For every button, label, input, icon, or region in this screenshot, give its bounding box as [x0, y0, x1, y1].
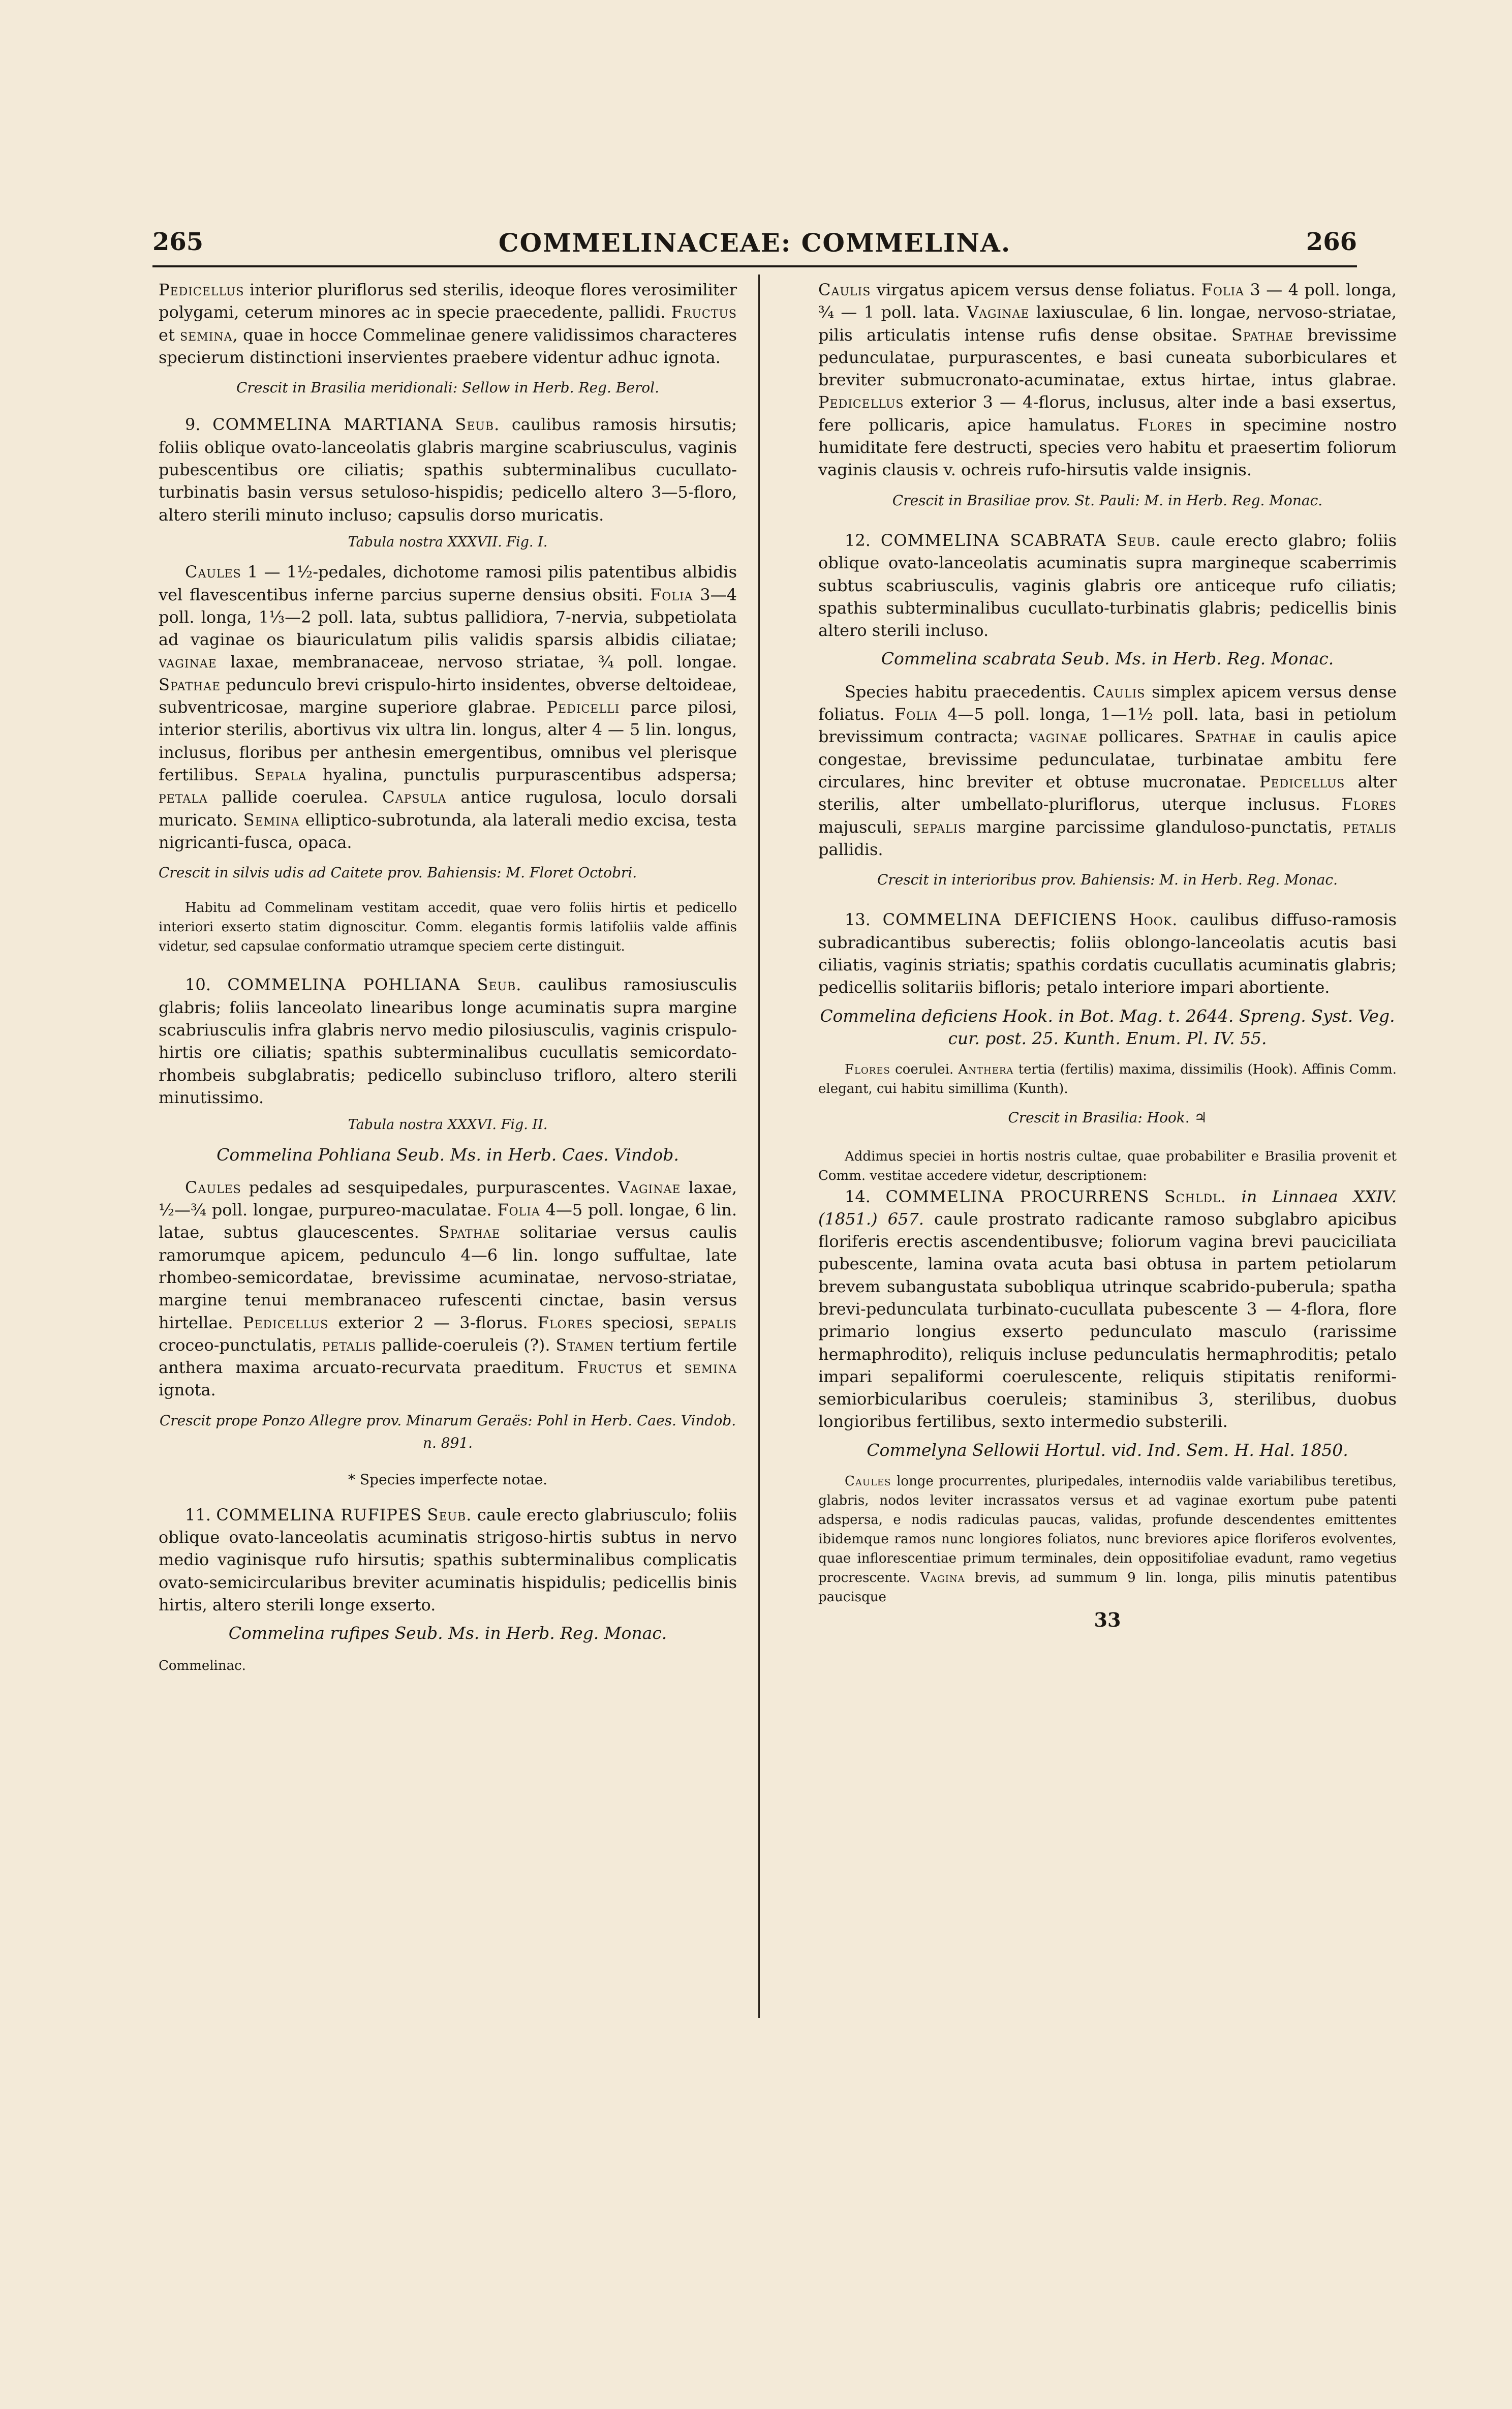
term-label: Anthera	[958, 1062, 1014, 1078]
species-9-tabula: Tabula nostra XXXVII. Fig. I.	[348, 534, 548, 550]
term-label: Semina	[243, 810, 300, 830]
term-label: Spathae	[1231, 325, 1294, 345]
term-text: solitariae versus caulis ramorumque apicem, pedunculo 4—6 lin. longo suffultae, late rhombeo-semicordatae, brevissime acuminatae, nervoso-striatae, margine tenui membranaceo rufescenti cinctae, basin versus hirtellae.	[159, 1223, 737, 1332]
species-14-name: COMMELINA PROCURRENS	[885, 1186, 1150, 1206]
species-12-description	[818, 681, 1397, 861]
term-label: Caulis	[1093, 682, 1146, 702]
term-text: et	[159, 325, 180, 345]
term-text: exterior 2 — 3-florus.	[328, 1313, 538, 1332]
species-14-number: 14.	[845, 1186, 871, 1206]
term-label: Folia	[1201, 280, 1245, 299]
term-label: Caules	[185, 562, 241, 582]
term-text: ignota.	[159, 1380, 216, 1400]
species-10-author: Seub.	[477, 975, 522, 995]
term-label: Vaginae	[967, 302, 1030, 322]
term-text: ellipticо-subrotunda, ala laterali medio excisa, testa nigricanti-fusca, opaca.	[159, 810, 737, 852]
header-rule	[152, 265, 1357, 267]
species-13-note	[818, 1060, 1397, 1099]
intro-paragraph	[159, 279, 737, 369]
species-10-description	[159, 1176, 737, 1401]
term-label: sepalis	[913, 817, 967, 837]
species-12-diagnosis	[818, 529, 1397, 642]
species-10-crescit: Crescit prope Ponzo Allegre prov. Minarum Geraës: Pohl in Herb. Caes. Vindob. n. 891.	[159, 1412, 736, 1452]
species-14-diagnosis	[818, 1185, 1397, 1433]
right-column	[818, 279, 1397, 1631]
species-11-synonym: Commelina rufipes Seub. Ms. in Herb. Reg. Monac.	[228, 1623, 667, 1643]
term-label: Stamen	[556, 1335, 614, 1355]
species-13-author: Hook.	[1129, 910, 1178, 930]
species-10-diagnosis-text: caulibus ramosiusculis glabris; foliis lanceolato linearibus longe acuminatis supra margine scabriusculis infra glabris nervo medio pilosiusculis, vaginis crispulo-hirtis ore ciliatis; spathis subterminalibus cucullatis semicordato-rhombeis subglabratis; pedicello subincluso trifloro, altero sterili minutissimo.	[159, 975, 737, 1107]
running-title: COMMELINACEAE: COMMELINA.	[498, 228, 1011, 258]
column-divider	[758, 275, 760, 2018]
term-text: brevissime pedunculatae, purpurascentes, e basi cuneata suborbiculares et breviter submucronato-acuminatae, extus hirtae, intus glabrae.	[818, 325, 1397, 390]
term-label: Folia	[894, 705, 938, 724]
species-9-name: COMMELINA MARTIANA	[212, 415, 443, 435]
species-12-number: 12.	[845, 530, 871, 550]
species-9-description	[159, 561, 737, 853]
species-11-diagnosis-text: caule erecto glabriusculo; foliis oblique ovato-lanceolatis acuminatis strigoso-hirtis subtus in nervo medio vaginisque rufo hirsutis; spathis subterminalibus complicatis ovato-semicircularibus breviter acuminatis hispidulis; pedicellis binis hirtis, altero sterili longe exserto.	[159, 1505, 737, 1614]
left-column	[159, 279, 737, 1678]
term-text: simplex apicem versus dense foliatus.	[818, 682, 1397, 724]
species-9-author: Seub.	[455, 415, 500, 435]
term-text: in caulis apice congestae, brevissime pedunculatae, turbinatae ambitu fere circulares, hinc breviter et obtuse mucronatae.	[818, 727, 1397, 791]
term-label: Fructus	[577, 1358, 643, 1378]
species-12-diagnosis-text: caule erecto glabro; foliis oblique ovato-lanceolatis acuminatis supra margineque scaberrimis subtus scabriusculis, vaginis glabris ore anticeque rufo ciliatis; spathis subterminalibus cucullato-turbinatis glabris; pedicellis binis altero sterili incluso.	[818, 530, 1397, 641]
term-text: laxae, membranaceae, nervoso striatae, ¾ poll. longae.	[217, 652, 737, 672]
term-label: vaginae	[159, 652, 217, 672]
species-10-synonym: Commelina Pohliana Seub. Ms. in Herb. Caes. Vindob.	[217, 1144, 679, 1165]
term-text: pedales ad sesquipedales, purpurascentes.	[241, 1177, 618, 1197]
term-text: tertium fertile anthera maxima arcuato-recurvata praeditum.	[159, 1335, 737, 1378]
term-text: brevis, ad summum 9 lin. longa, pilis minutis patentibus paucisque	[818, 1570, 1397, 1605]
species-10-tabula: Tabula nostra XXXVI. Fig. II.	[348, 1117, 548, 1133]
species-12-crescit: Crescit in interioribus prov. Bahiensis: M. in Herb. Reg. Monac.	[877, 871, 1338, 889]
addimus-note: Addimus speciei in hortis nostris cultae, quae probabiliter e Brasilia provenit et Comm. vestitae accedere videtur, descriptionem:	[818, 1148, 1397, 1183]
term-text: interior pluriflorus sed sterilis, ideoque flores verosimiliter polygami, ceterum minores ac in specie praecedente, pallidi.	[159, 280, 737, 322]
term-text: virgatus apicem versus dense foliatus.	[871, 280, 1201, 299]
species-12-author: Seub.	[1116, 530, 1161, 550]
species-14-synonym: Commelyna Sellowii Hortul. vid. Ind. Sem. H. Hal. 1850.	[867, 1440, 1348, 1460]
term-label: semina	[180, 325, 233, 345]
term-text: et	[643, 1358, 685, 1378]
species-14-author: Schldl.	[1164, 1186, 1226, 1206]
term-label: Spathae	[438, 1223, 501, 1242]
term-label: sepalis	[683, 1313, 737, 1332]
species-14-diagnosis-text: caule prostrato radicante ramoso subglabro apicibus floriferis erectis ascendentibusve; foliorum vagina brevi pauciciliata pubescente, lamina ovata acuta basi obtusa in partem petiolarum brevem subangustata subobliqua utrinque scabrido-puberula; spatha brevi-pedunculata turbinato-cucullata pubescente 3 — 4-flora, flore primario longius exserto pedunculato masculo (rarissime hermaphrodito), reliquis incluse pedunculatis hermaphroditis; petalo impari sepaliformi coerulescente, reliquis stipitatis reniformi-semiorbicularibus coeruleis; staminibus 3, sterilibus, duobus longioribus fertilibus, sexto intermedio substerili.	[818, 1209, 1397, 1431]
term-text: tertia (fertilis) maxima, dissimilis (Hook). Affinis Comm. elegant, cui habitu simillima (Kunth).	[818, 1062, 1397, 1097]
term-label: Flores	[537, 1313, 593, 1332]
term-label: petalis	[1343, 817, 1397, 837]
signature-footer: Commelinac.	[159, 1658, 246, 1674]
species-11-author: Seub.	[427, 1505, 472, 1524]
term-text: 4—5 poll. longa, 1—1½ poll. lata, basi in petiolum brevissimum contracta;	[818, 705, 1397, 747]
term-label: Folia	[497, 1200, 540, 1220]
term-text: pallide coerulea.	[207, 787, 383, 807]
term-label: Caules	[845, 1474, 891, 1489]
term-text: antice rugulosa, loculo dorsali muricato.	[159, 787, 737, 830]
term-label: Flores	[845, 1062, 890, 1078]
species-9-crescit: Crescit in silvis udis ad Caitete prov. Bahiensis: M. Floret Octobri.	[159, 864, 637, 881]
term-label: Pedicellus	[159, 280, 244, 299]
species-9-number: 9.	[185, 415, 201, 435]
term-label: Spathae	[159, 675, 221, 694]
term-text: laxae, ½—¾ poll. longae, purpureo-maculatae.	[159, 1177, 737, 1220]
species-12-name: COMMELINA SCABRATA	[880, 530, 1106, 550]
species-11-name: COMMELINA RUFIPES	[216, 1505, 422, 1524]
term-label: Vaginae	[618, 1177, 681, 1197]
signature-number: 33	[1094, 1608, 1121, 1632]
page-number-left: 265	[152, 228, 204, 256]
term-text: laxiusculae, 6 lin. longae, nervoso-striatae, pilis articulatis intense rufis dense obsitae.	[818, 302, 1397, 345]
species-9-note: Habitu ad Commelinam vestitam accedit, quae vero foliis hirtis et pedicello interiori exserto statim dignoscitur. Comm. elegantis formis latifoliis valde affinis videtur, sed capsulae conformatio utramque speciem certe distinguit.	[159, 900, 737, 955]
crescit-8: Crescit in Brasilia meridionali: Sellow in Herb. Reg. Berol.	[236, 379, 660, 397]
term-text: alter sterilis, alter umbellato-pluriflorus, uterque inclusus.	[818, 772, 1397, 814]
term-text: exterior 3 — 4-florus, inclusus, alter inde a basi exsertus, fere pollicaris, apice hamulatus.	[818, 392, 1397, 435]
species-11-number: 11.	[185, 1505, 211, 1524]
term-text: hyalina, punctulis purpurascentibus adspersa;	[306, 765, 737, 784]
term-label: Pedicelli	[546, 697, 620, 717]
term-text: Species habitu praecedentis.	[845, 682, 1093, 702]
term-label: Sepala	[254, 765, 307, 784]
running-header	[152, 228, 1357, 263]
species-11-description	[818, 279, 1397, 481]
term-text: in specimine nostro humiditate fere destructi, species vero habitu et praesertim foliorum vaginis clausis v. ochreis rufo-hirsutis valde insignis.	[818, 415, 1397, 480]
species-13-diagnosis-text: caulibus diffuso-ramosis subradicantibus suberectis; foliis oblongo-lanceolatis acutis basi ciliatis, vaginis striatis; spathis cordatis cucullatis acuminatis glabris; pedicellis solitariis bifloris; petalo interiore impari abortiente.	[818, 910, 1397, 997]
imperfect-heading: * Species imperfecte notae.	[348, 1471, 548, 1488]
species-11-diagnosis	[159, 1504, 737, 1616]
term-label: Spathae	[1194, 727, 1257, 747]
term-text: coerulei.	[890, 1062, 959, 1078]
term-label: Pedicellus	[818, 392, 904, 412]
species-13-number: 13.	[845, 910, 871, 930]
species-10-number: 10.	[185, 975, 211, 995]
species-13-name: COMMELINA DEFICIENS	[882, 910, 1118, 930]
term-label: Capsula	[382, 787, 447, 807]
term-text: parce pilosi, interior sterilis, abortivus vix ultra lin. longus, alter 4 — 5 lin. longus, inclusus, floribus per anthesin emergentibus, omnibus vel plerisque fertilibus.	[159, 697, 737, 784]
term-text: , quae in hocce Commelinae genere validissimos characteres specierum distinctioni inservientes praebere videntur adhuc ignota.	[159, 325, 737, 367]
term-label: petalis	[322, 1335, 377, 1355]
term-label: semina	[684, 1358, 737, 1378]
term-text: pedunculo brevi crispulo-hirto insidentes, obverse deltoideae, subventricosae, margine superiore glabrae.	[159, 675, 737, 717]
page-number-right: 266	[1306, 228, 1357, 256]
term-label: vaginae	[1029, 727, 1088, 747]
term-label: Flores	[1137, 415, 1193, 435]
term-label: Vagina	[920, 1570, 965, 1586]
species-13-crescit: Crescit in Brasilia: Hook. ♃	[1008, 1109, 1207, 1126]
term-text: pallidis.	[818, 839, 883, 859]
species-10-name: COMMELINA POHLIANA	[227, 975, 461, 995]
term-text: 3—4 poll. longa, 1⅓—2 poll. lata, subtus pallidiora, 7-nervia, subpetiolata ad vaginae os biauriculatum pilis validis sparsis albidis ciliatae;	[159, 585, 737, 650]
species-9-diagnosis-text: caulibus ramosis hirsutis; foliis oblique ovato-lanceolatis glabris margine scabriusculus, vaginis pubescentibus ore ciliatis; spathis subterminalibus cucullato-turbinatis basin versus setuloso-hispidis; pedicello altero 3—5-floro, altero sterili minuto incluso; capsulis dorso muricatis.	[159, 415, 737, 525]
species-14-reference: in Linnaea XXIV. (1851.) 657.	[818, 1186, 1397, 1229]
term-label: Caules	[185, 1177, 241, 1197]
species-10-diagnosis	[159, 973, 737, 1109]
term-label: Folia	[650, 585, 693, 604]
term-label: Flores	[1341, 795, 1397, 814]
term-text: 1 — 1½-pedales, dichotome ramosi pilis patentibus albidis vel flavescentibus inferne parcius superne densius obsiti.	[159, 562, 737, 604]
term-text: 3 — 4 poll. longa, ¾ — 1 poll. lata.	[818, 280, 1397, 322]
term-text: longe procurrentes, pluripedales, internodiis valde variabilibus teretibus, glabris, nodos leviter incrassatos versus et ad vaginae exortum pube patenti adspersa, e nodis radiculas paucas, validas, profunde descendentes emittentes ibidemque ramos nunc longiores foliatos, nunc breviores apice floriferos evolventes, quae inflorescentiae primum terminales, dein oppositifoliae evadunt, ramo vegetius procrescente.	[818, 1474, 1397, 1586]
term-text: speciosi,	[593, 1313, 684, 1332]
crescit-11: Crescit in Brasiliae prov. St. Pauli: M. in Herb. Reg. Monac.	[892, 492, 1323, 509]
term-label: petala	[159, 787, 208, 807]
species-9-diagnosis	[159, 413, 737, 526]
term-text: margine parcissime glanduloso-punctatis,	[966, 817, 1343, 837]
species-12-synonym: Commelina scabrata Seub. Ms. in Herb. Reg. Monac.	[881, 649, 1334, 669]
term-label: Caulis	[818, 280, 871, 299]
term-text: croceo-punctulatis,	[159, 1335, 323, 1355]
term-label: Pedicellus	[1259, 772, 1345, 791]
term-text: pollicares.	[1088, 727, 1195, 747]
species-13-diagnosis	[818, 908, 1397, 998]
species-14-description	[818, 1472, 1397, 1607]
term-label: Fructus	[671, 302, 737, 322]
term-text: majusculi,	[818, 817, 913, 837]
term-text: 4—5 poll. longae, 6 lin. latae, subtus glaucescentes.	[159, 1200, 737, 1242]
term-text: pallide-coeruleis (?).	[376, 1335, 556, 1355]
species-13-synonym: Commelina deficiens Hook. in Bot. Mag. t. 2644. Spreng. Syst. Veg. cur. post. 25. Kunth. Enum. Pl. IV. 55.	[820, 1005, 1395, 1048]
term-label: Pedicellus	[242, 1313, 329, 1332]
